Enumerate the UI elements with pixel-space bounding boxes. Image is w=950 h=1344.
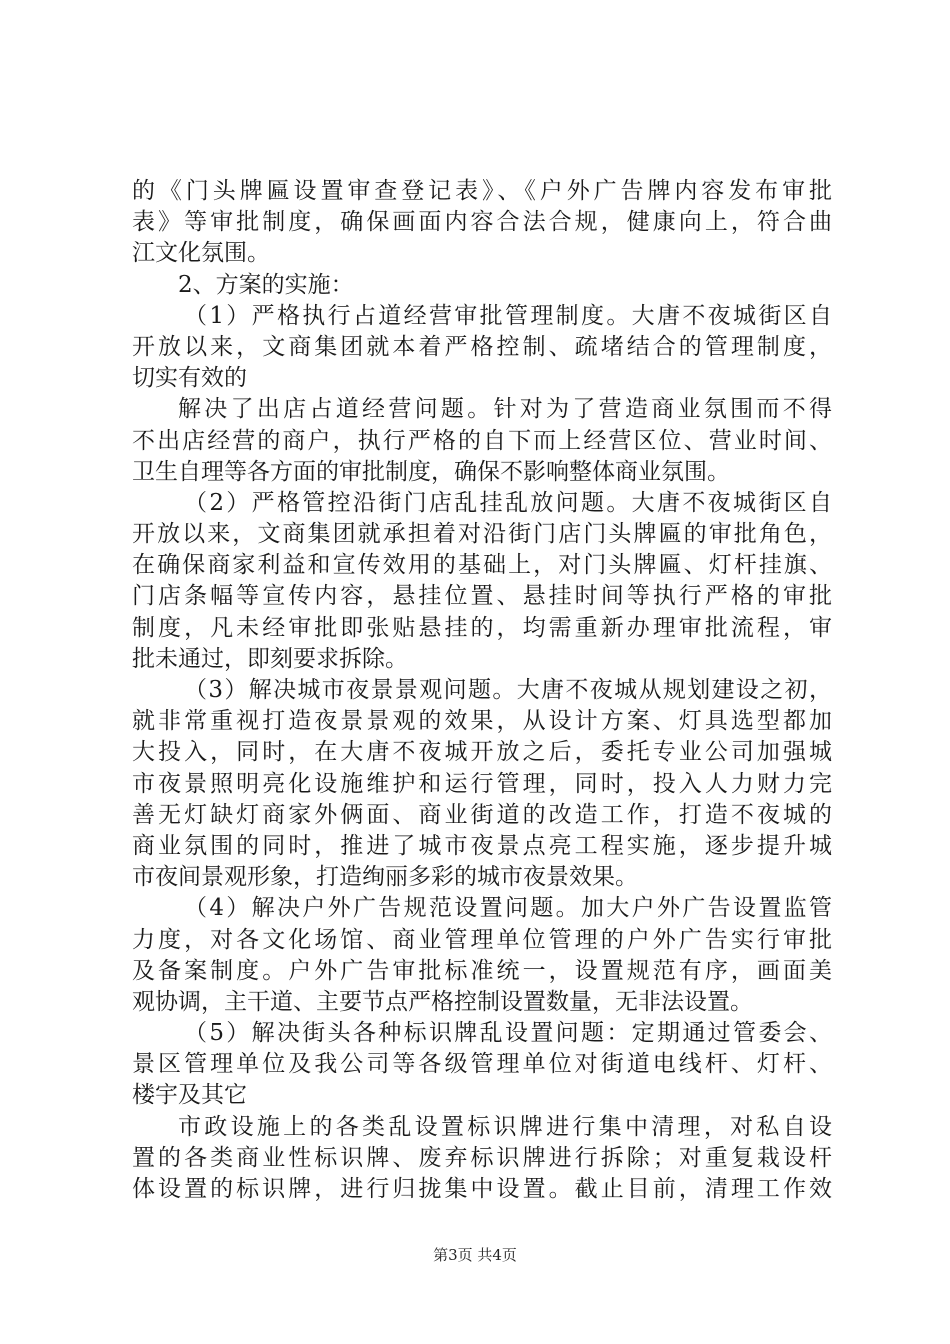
text-line: （4）解决户外广告规范设置问题。加大户外广告设置监管	[184, 895, 832, 922]
text-line: 解决了出店占道经营问题。针对为了营造商业氛围而不得	[178, 396, 832, 423]
text-line: 力度，对各文化场馆、商业管理单位管理的户外广告实行审批	[132, 926, 832, 953]
text-line: 切实有效的	[132, 365, 247, 392]
text-line: 及备案制度。户外广告审批标准统一，设置规范有序，画面美	[132, 957, 832, 984]
text-line: （1）严格执行占道经营审批管理制度。大唐不夜城街区自	[184, 302, 832, 329]
text-line: 观协调，主干道、主要节点严格控制设置数量，无非法设置。	[132, 988, 753, 1015]
text-line: 批未通过，即刻要求拆除。	[132, 645, 408, 672]
text-line: 市夜间景观形象，打造绚丽多彩的城市夜景效果。	[132, 864, 638, 891]
text-line: 体设置的标识牌，进行归拢集中设置。截止目前，清理工作效	[132, 1176, 832, 1202]
text-line: 善无灯缺灯商家外俩面、商业街道的改造工作，打造不夜城的	[132, 801, 832, 828]
text-line: 在确保商家利益和宣传效用的基础上，对门头牌匾、灯杆挂旗、	[132, 552, 832, 579]
text-line: 江文化氛围。	[132, 240, 270, 267]
text-line: 门店条幅等宣传内容，悬挂位置、悬挂时间等执行严格的审批	[132, 583, 832, 610]
text-line: 楼宇及其它	[132, 1082, 247, 1109]
text-line: （3）解决城市夜景景观问题。大唐不夜城从规划建设之初，	[184, 677, 832, 703]
document-body	[132, 176, 832, 1205]
text-line: 表》等审批制度，确保画面内容合法合规，健康向上，符合曲	[132, 209, 832, 236]
text-line: 卫生自理等各方面的审批制度，确保不影响整体商业氛围。	[132, 458, 730, 485]
page-number-footer: 第3页 共4页	[433, 1246, 517, 1264]
text-line: （5）解决街头各种标识牌乱设置问题：定期通过管委会、	[184, 1020, 832, 1047]
text-line: 置的各类商业性标识牌、废弃标识牌进行拆除；对重复栽设杆	[132, 1144, 832, 1171]
text-line: 就非常重视打造夜景景观的效果，从设计方案、灯具选型都加	[132, 708, 832, 735]
text-line: 的《门头牌匾设置审查登记表》、《户外广告牌内容发布审批	[132, 178, 832, 204]
text-line: （2）严格管控沿街门店乱挂乱放问题。大唐不夜城街区自	[184, 489, 832, 516]
text-line: 市夜景照明亮化设施维护和运行管理，同时，投入人力财力完	[132, 770, 832, 797]
text-line: 景区管理单位及我公司等各级管理单位对街道电线杆、灯杆、	[132, 1051, 832, 1078]
text-line: 制度，凡未经审批即张贴悬挂的，均需重新办理审批流程，审	[132, 614, 832, 641]
section-heading: 2、方案的实施：	[178, 271, 354, 298]
text-line: 市政设施上的各类乱设置标识牌进行集中清理，对私自设	[178, 1113, 832, 1140]
text-line: 开放以来，文商集团就承担着对沿街门店门头牌匾的审批角色，	[132, 521, 832, 548]
text-line: 商业氛围的同时，推进了城市夜景点亮工程实施，逐步提升城	[132, 832, 832, 859]
text-line: 大投入，同时，在大唐不夜城开放之后，委托专业公司加强城	[132, 739, 832, 766]
text-line: 不出店经营的商户，执行严格的自下而上经营区位、营业时间、	[132, 427, 832, 454]
text-line: 开放以来，文商集团就本着严格控制、疏堵结合的管理制度，	[132, 333, 832, 360]
